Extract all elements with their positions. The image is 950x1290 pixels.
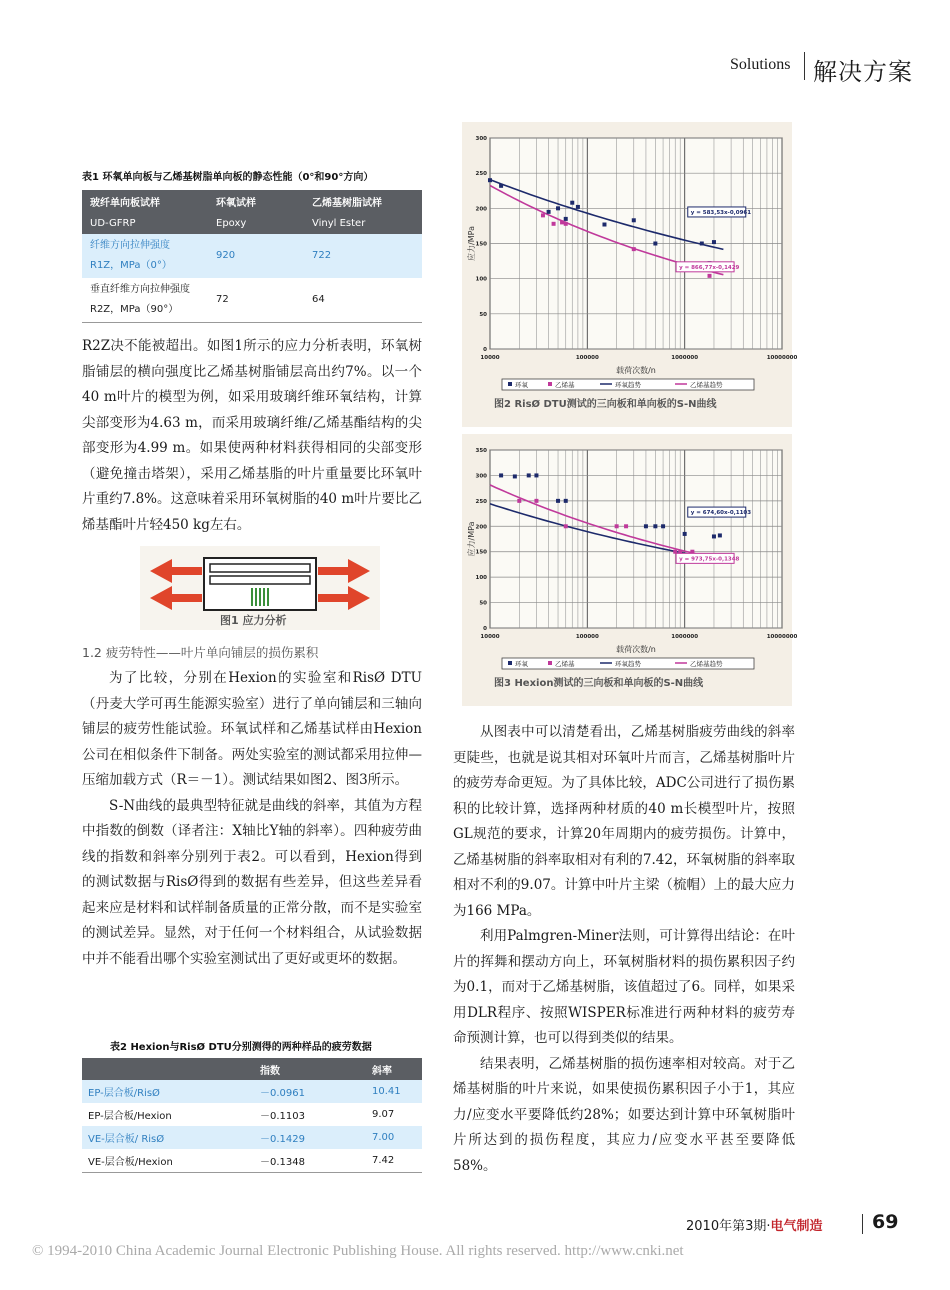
col1-body-2: [82, 666, 422, 972]
data-point-epoxy: [602, 223, 606, 227]
table1: [82, 190, 422, 323]
row-exponent: －0.1429: [254, 1126, 366, 1149]
table1-caption: 表1 环氧单向板与乙烯基树脂单向板的静态性能（0°和90°方向）: [82, 172, 374, 183]
header-section-en: Solutions: [730, 56, 791, 73]
legend-label: 环氧趋势: [615, 660, 641, 668]
data-point-epoxy: [712, 240, 716, 244]
header-divider: [804, 52, 805, 80]
x-tick-label: 10000000: [766, 355, 798, 361]
row-label: 纤维方向拉伸强度: [90, 240, 170, 251]
row-label-unit: R1Z，MPa（0°）: [90, 260, 172, 271]
footer-divider: [862, 1214, 863, 1234]
legend-label: 环氧: [515, 381, 528, 389]
x-axis-label: 载荷次数/n: [616, 645, 656, 654]
paragraph: 结果表明，乙烯基树脂的损伤速率相对较高。对于乙烯基树脂的叶片来说，如果使损伤累积因子小于1，其应力/应变水平要降低约28%；如要达到计算中环氧树脂叶片所达到的损伤程度，其应力/应变水平甚至要降低58%。: [453, 1055, 795, 1174]
legend-label: 环氧: [515, 660, 528, 668]
x-axis-label: 载荷次数/n: [616, 366, 656, 375]
data-point-epoxy: [527, 473, 531, 477]
cell-epoxy: 920: [208, 234, 304, 278]
legend-label: 乙烯基趋势: [690, 660, 723, 668]
table2-caption: 表2 Hexion与RisØ DTU分别测得的两种样品的疲劳数据: [110, 1042, 372, 1053]
row-label-unit: R2Z，MPa（90°）: [90, 304, 179, 315]
y-tick-label: 300: [475, 473, 487, 480]
footer-issue: [686, 1215, 823, 1234]
paragraph: 从图表中可以清楚看出，乙烯基树脂疲劳曲线的斜率更陡些，也就是说其相对环氧叶片而言，乙烯基树脂叶片的疲劳寿命更短。为了具体比较，ADC公司进行了损伤累积的比较计算，选择两种材质的40 m长模型叶片，按照GL规范的要求，计算20年周期内的疲劳损伤。计算中，乙烯基树脂的斜率取相对有利的7.42，环氧树脂的斜率取相对不利的9.07。计算中叶片主梁（梳帽）上的最大应力为166 MPa。: [453, 724, 795, 919]
section-heading: 1.2 疲劳特性——叶片单向铺层的损伤累积: [82, 645, 319, 660]
table2-header: 斜率: [366, 1058, 422, 1080]
table2-header: 指数: [254, 1058, 366, 1080]
data-point-epoxy: [644, 524, 648, 528]
x-tick-label: 100000: [575, 634, 599, 640]
data-point-vinyl: [517, 499, 521, 503]
row-slope: 7.00: [366, 1126, 422, 1149]
data-point-vinyl: [615, 524, 619, 528]
data-point-vinyl: [708, 274, 712, 278]
figure-caption: 图2 RisØ DTU测试的三向板和单向板的S-N曲线: [494, 399, 717, 410]
data-point-epoxy: [570, 201, 574, 205]
row-slope: 7.42: [366, 1149, 422, 1173]
data-point-epoxy: [547, 210, 551, 214]
col1-body-1: [82, 334, 422, 538]
table2-header: [82, 1058, 254, 1080]
row-exponent: －0.1348: [254, 1149, 366, 1173]
data-point-epoxy: [534, 473, 538, 477]
table-row: [82, 278, 422, 323]
magazine-name: 电气制造: [770, 1219, 823, 1234]
legend-marker: [548, 382, 552, 386]
legend-label: 乙烯基: [555, 660, 575, 668]
table1-subheader: UD-GFRP: [82, 212, 208, 234]
y-tick-label: 150: [475, 241, 487, 248]
table1-subheader: Vinyl Ester: [304, 212, 422, 234]
data-point-epoxy: [632, 218, 636, 222]
y-tick-label: 50: [479, 600, 487, 607]
y-tick-label: 250: [475, 171, 487, 178]
y-axis-label: 应力/MPa: [467, 226, 476, 261]
legend-marker: [548, 661, 552, 665]
header-section-zh: 解决方案: [813, 58, 913, 86]
data-point-epoxy: [712, 534, 716, 538]
data-point-epoxy: [576, 205, 580, 209]
figure1: [140, 546, 380, 630]
table1-subheader: Epoxy: [208, 212, 304, 234]
data-point-epoxy: [653, 242, 657, 246]
table1-header: 玻纤单向板试样: [82, 190, 208, 212]
cell-vinyl: 722: [304, 234, 422, 278]
data-point-vinyl: [552, 222, 556, 226]
x-tick-label: 1000000: [671, 355, 699, 361]
x-tick-label: 10000: [480, 634, 500, 640]
row-name: EP-层合板/Hexion: [88, 1111, 172, 1122]
legend-marker: [508, 661, 512, 665]
data-point-epoxy: [661, 524, 665, 528]
y-tick-label: 200: [475, 524, 487, 531]
data-point-epoxy: [564, 499, 568, 503]
figure1-caption: 图1 应力分析: [220, 614, 287, 627]
sn-curve-chart-hexion: [462, 434, 798, 706]
trend-equation: y = 866,77x-0,1429: [679, 264, 740, 271]
legend-label: 环氧趋势: [615, 381, 641, 389]
trend-equation: y = 674,60x-0,1103: [690, 510, 752, 517]
paragraph: 为了比较，分别在Hexion的实验室和RisØ DTU（丹麦大学可再生能源实验室）进行了单向铺层和三轴向铺层的疲劳性能试验。环氧试样和乙烯基试样由Hexion公司在相似条件下制备。两处实验室的测试都采用拉伸—压缩加载方式（R＝－1）。测试结果如图2、图3所示。: [82, 670, 422, 788]
plot-area: [490, 450, 782, 628]
y-tick-label: 100: [475, 276, 487, 283]
trend-equation: y = 583,53x-0,0961: [690, 209, 752, 216]
x-tick-label: 10000: [480, 355, 500, 361]
row-name: EP-层合板/RisØ: [82, 1080, 254, 1103]
cell-vinyl: 64: [304, 278, 422, 323]
y-tick-label: 150: [475, 549, 487, 556]
row-name: VE-层合板/ RisØ: [82, 1126, 254, 1149]
legend-marker: [508, 382, 512, 386]
y-tick-label: 250: [475, 498, 487, 505]
y-tick-label: 100: [475, 575, 487, 582]
data-point-vinyl: [624, 524, 628, 528]
data-point-epoxy: [700, 242, 704, 246]
table-row: [82, 234, 422, 278]
row-label: 垂直纤维方向拉伸强度: [90, 284, 190, 295]
issue-text: 2010年第3期·: [686, 1219, 771, 1234]
table-row: [82, 1126, 422, 1149]
row-exponent: －0.1103: [260, 1111, 305, 1122]
data-point-vinyl: [564, 524, 568, 528]
data-point-epoxy: [488, 178, 492, 182]
paragraph: R2Z决不能被超出。如图1所示的应力分析表明，环氧树脂铺层的横向强度比乙烯基树脂铺层高出约7%。以一个40 m叶片的模型为例，如采用玻璃纤维环氧结构，计算尖部变形为4.63 m，而采用玻璃纤维/乙烯基酯结构的尖部变形为4.99 m。如果使两种材料获得相同的尖部变形（避免撞击塔架），采用乙烯基脂的叶片重量要比环氧叶片重约7.8%。这意味着采用环氧树脂的40 m叶片要比乙烯基酯叶片轻450 kg左右。: [82, 338, 422, 533]
data-point-epoxy: [564, 217, 568, 221]
figure-caption: 图3 Hexion测试的三向板和单向板的S-N曲线: [494, 678, 704, 689]
y-axis-label: 应力/MPa: [467, 521, 476, 557]
y-tick-label: 0: [483, 347, 487, 353]
x-tick-label: 100000: [575, 355, 599, 361]
x-tick-label: 1000000: [671, 634, 699, 640]
page-number: 69: [872, 1211, 899, 1233]
data-point-vinyl: [632, 247, 636, 251]
table-row: [82, 1149, 422, 1173]
data-point-epoxy: [499, 473, 503, 477]
table-row: [82, 1103, 422, 1126]
col2-body: [453, 720, 795, 1179]
table-row: [82, 1080, 422, 1103]
row-slope: 10.41: [366, 1080, 422, 1103]
table1-header: 乙烯基树脂试样: [304, 190, 422, 212]
cell-epoxy: 72: [208, 278, 304, 323]
data-point-vinyl: [560, 220, 564, 224]
data-point-vinyl: [534, 499, 538, 503]
table2: [82, 1058, 422, 1173]
row-exponent: －0.0961: [254, 1080, 366, 1103]
y-tick-label: 300: [475, 136, 487, 142]
data-point-epoxy: [683, 532, 687, 536]
data-point-epoxy: [556, 206, 560, 210]
sn-curve-chart-risoe: [462, 122, 798, 427]
legend-label: 乙烯基: [555, 381, 575, 389]
row-name: VE-层合板/Hexion: [82, 1149, 254, 1173]
x-tick-label: 10000000: [766, 634, 798, 640]
paragraph: S-N曲线的最典型特征就是曲线的斜率，其值为方程中指数的倒数（译者注：X轴比Y轴的斜率）。四种疲劳曲线的指数和斜率分别列于表2。可以看到，Hexion得到的测试数据与RisØ得到的数据有些差异，但这些差异看起来应是材料和试样制备质量的正常分散，而不是实验室的测试差异。显然，对于任何一个材料组合，从试验数据中并不能看出哪个实验室测试出了更好或更坏的数据。: [82, 797, 422, 967]
data-point-epoxy: [718, 533, 722, 537]
row-slope: 9.07: [372, 1109, 395, 1120]
data-point-vinyl: [541, 213, 545, 217]
data-point-epoxy: [653, 524, 657, 528]
data-point-epoxy: [556, 499, 560, 503]
data-point-epoxy: [499, 184, 503, 188]
table1-header: 环氧试样: [208, 190, 304, 212]
data-point-epoxy: [513, 474, 517, 478]
trend-equation: y = 973,75x-0,1348: [679, 556, 740, 563]
copyright-notice: © 1994-2010 China Academic Journal Electronic Publishing House. All rights reserved. http://www.cnki.net: [32, 1243, 684, 1259]
y-tick-label: 0: [483, 626, 487, 632]
y-tick-label: 350: [475, 448, 487, 454]
y-tick-label: 200: [475, 206, 487, 213]
legend-label: 乙烯基趋势: [690, 381, 723, 389]
data-point-vinyl: [564, 222, 568, 226]
y-tick-label: 50: [479, 311, 487, 318]
paragraph: 利用Palmgren-Miner法则，可计算得出结论：在叶片的挥舞和摆动方向上，环氧树脂材料的损伤累积因子约为0.1，而对于乙烯基树脂，该值超过了6。同样，如果采用DLR程序、按照WISPER标准进行两种材料的疲劳寿命预测计算，也可以得到类似的结果。: [453, 928, 795, 1046]
